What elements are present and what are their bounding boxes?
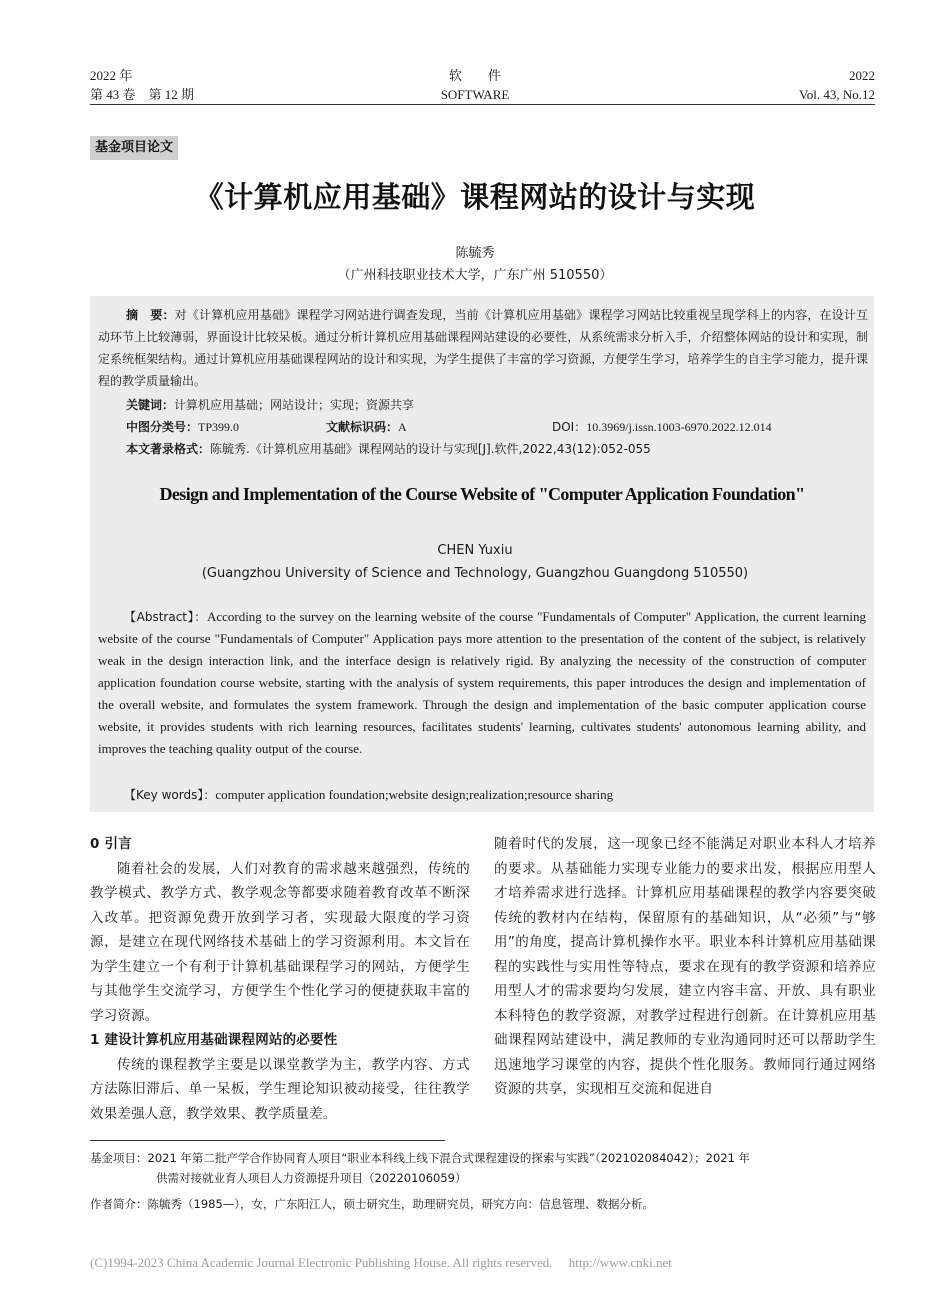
english-keywords: computer application foundation;website design;realization;resource sharing [215,787,614,802]
abstract-cn-label: 摘 要： [126,308,175,322]
author-bio-label: 作者简介： [90,1197,148,1211]
citation-row [126,438,651,460]
body-right-column [494,832,876,1102]
header-volume-issue-en: Vol. 43, No.12 [799,87,875,102]
section-1-paragraph: 传统的课程教学主要是以课堂教学为主，教学内容、方式方法陈旧滞后、单一呆板，学生理论知识被动接受，往往教学效果差强人意，教学效果、教学质量差。 [90,1056,470,1122]
fund-footnote [90,1148,876,1188]
copyright-notice: (C)1994-2023 China Academic Journal Electronic Publishing House. All rights reserved. http://www.cnki.net [90,1255,672,1270]
clc-number: TP399.0 [198,420,240,434]
doc-code-row [326,416,407,438]
keywords-cn: 计算机应用基础；网站设计；实现；资源共享 [174,398,415,412]
paper-title: 《计算机应用基础》课程网站的设计与实现 [194,180,756,214]
category-badge: 基金项目论文 [90,136,178,160]
footnote-rule [90,1140,445,1141]
author-bio-text: 陈毓秀（1985—），女，广东阳江人，硕士研究生，助理研究员，研究方向：信息管理、数据分析。 [147,1197,655,1211]
english-keywords-label: 【Key words】： [124,788,216,802]
fund-text-2: 供需对接就业育人项目人力资源提升项目（20220106059） [156,1171,467,1185]
fund-text-1: 2021 年第二批产学合作协同育人项目“职业本科线上线下混合式课程建设的探索与实践”（202102084042）；2021 年 [147,1151,751,1165]
english-abstract-text: According to the survey on the learning website of the course "Fundamentals of Computer" Application, the current learning website of the course "Fundamentals of Computer" Application pays more attention to the presentation of the content of the subject, is relatively weak in the design interaction link, and the interface design is relatively rigid. By analyzing the necessity of the construction of computer application foundation course website, starting with the analysis of system requirements, this paper introduces the design and implementation of the overall website, and formulates the system framework. Through the design and implementation of the basic computer application course website, it provides students with rich learning resources, facilitates students' learning, cultivates students' autonomous learning ability, and improves the teaching quality output of the course. [98,609,866,756]
english-abstract-label: 【Abstract】： [124,610,207,624]
english-author: CHEN Yuxiu [437,543,513,558]
author-affiliation: （广州科技职业技术大学，广东广州 510550） [337,268,613,283]
english-keywords-row [98,784,866,806]
header-year-cn: 2022 年 [90,68,133,83]
doi-row [552,416,772,438]
english-abstract [98,606,866,760]
right-column-paragraph: 随着时代的发展，这一现象已经不能满足对职业本科人才培养的要求。从基础能力实现专业能力的要求出发，根据应用型人才培养需求进行选择。计算机应用基础课程的教学内容要突破传统的教材内在结构，保留原有的基础知识，从“必须”与“够用”的角度，提高计算机操作水平。职业本科计算机应用基础课程的实践性与实用性等特点，要求在现有的教学资源和培养应用型人才的需求要均匀发展，建立内容丰富、开放、具有职业本科特色的教学资源，对教学过程进行创新。在计算机应用基础课程网站建设中，满足教师的专业沟通同时还可以帮助学生迅速地学习课堂的内容，提供个性化服务。教师同行通过网络资源的共享，实现相互交流和促进自 [494,836,876,1097]
fund-line-1 [90,1148,876,1168]
doc-code: A [398,420,407,434]
section-1-heading: 1 建设计算机应用基础课程网站的必要性 [90,1032,338,1048]
doi-value[interactable]: 10.3969/j.issn.1003-6970.2022.12.014 [586,420,772,434]
english-title: Design and Implementation of the Course Website of "Computer Application Foundation" [159,484,805,504]
header-journal-en: SOFTWARE [440,87,510,102]
fund-label: 基金项目： [90,1151,148,1165]
body-left-column [90,832,470,1126]
header-year: 2022 [849,68,875,83]
header-volume-issue-cn: 第 43 卷 第 12 期 [90,87,195,102]
english-affiliation: (Guangzhou University of Science and Technology, Guangzhou Guangdong 510550) [201,566,749,581]
abstract-cn-text: 对《计算机应用基础》课程学习网站进行调查发现，当前《计算机应用基础》课程学习网站比较重视呈现学科上的内容，在设计互动环节上比较薄弱，界面设计比较呆板。通过分析计算机应用基础课程网站建设的必要性，从系统需求分析入手，介绍整体网站的设计和实现，制定系统框架结构。通过计算机应用基础课程网站的设计和实现，为学生提供了丰富的学习资源，方便学生学习，培养学生的自主学习能力，提升课程的教学质量输出。 [98,308,868,388]
header-journal-cn: 软 件 [448,68,501,83]
doc-code-label: 文献标识码： [326,420,399,434]
keywords-cn-label: 关键词： [126,398,175,412]
clc-label: 中图分类号： [126,420,199,434]
section-0-heading: 0 引言 [90,836,132,852]
clc-row [126,416,239,438]
author-footnote [90,1194,876,1214]
keywords-cn-row [126,394,414,416]
author-name: 陈毓秀 [455,246,495,261]
header-rule [90,104,875,105]
citation-text: 陈毓秀.《计算机应用基础》课程网站的设计与实现[J].软件,2022,43(12):052-055 [210,442,651,456]
citation-label: 本文著录格式： [126,442,211,456]
doi-label: DOI： [552,420,587,434]
section-0-paragraph: 随着社会的发展，人们对教育的需求越来越强烈，传统的教学模式、教学方式、教学观念等都要求随着教育改革不断深入改革。把资源免费开放到学习者，实现最大限度的学习资源，是建立在现代网络技术基础上的学习资源利用。本文旨在为学生建立一个有利于计算机基础课程学习的网站，方便学生与其他学生交流学习，方便学生个性化学习的便捷获取丰富的学习资源。 [90,860,470,1024]
abstract-cn [98,304,868,392]
